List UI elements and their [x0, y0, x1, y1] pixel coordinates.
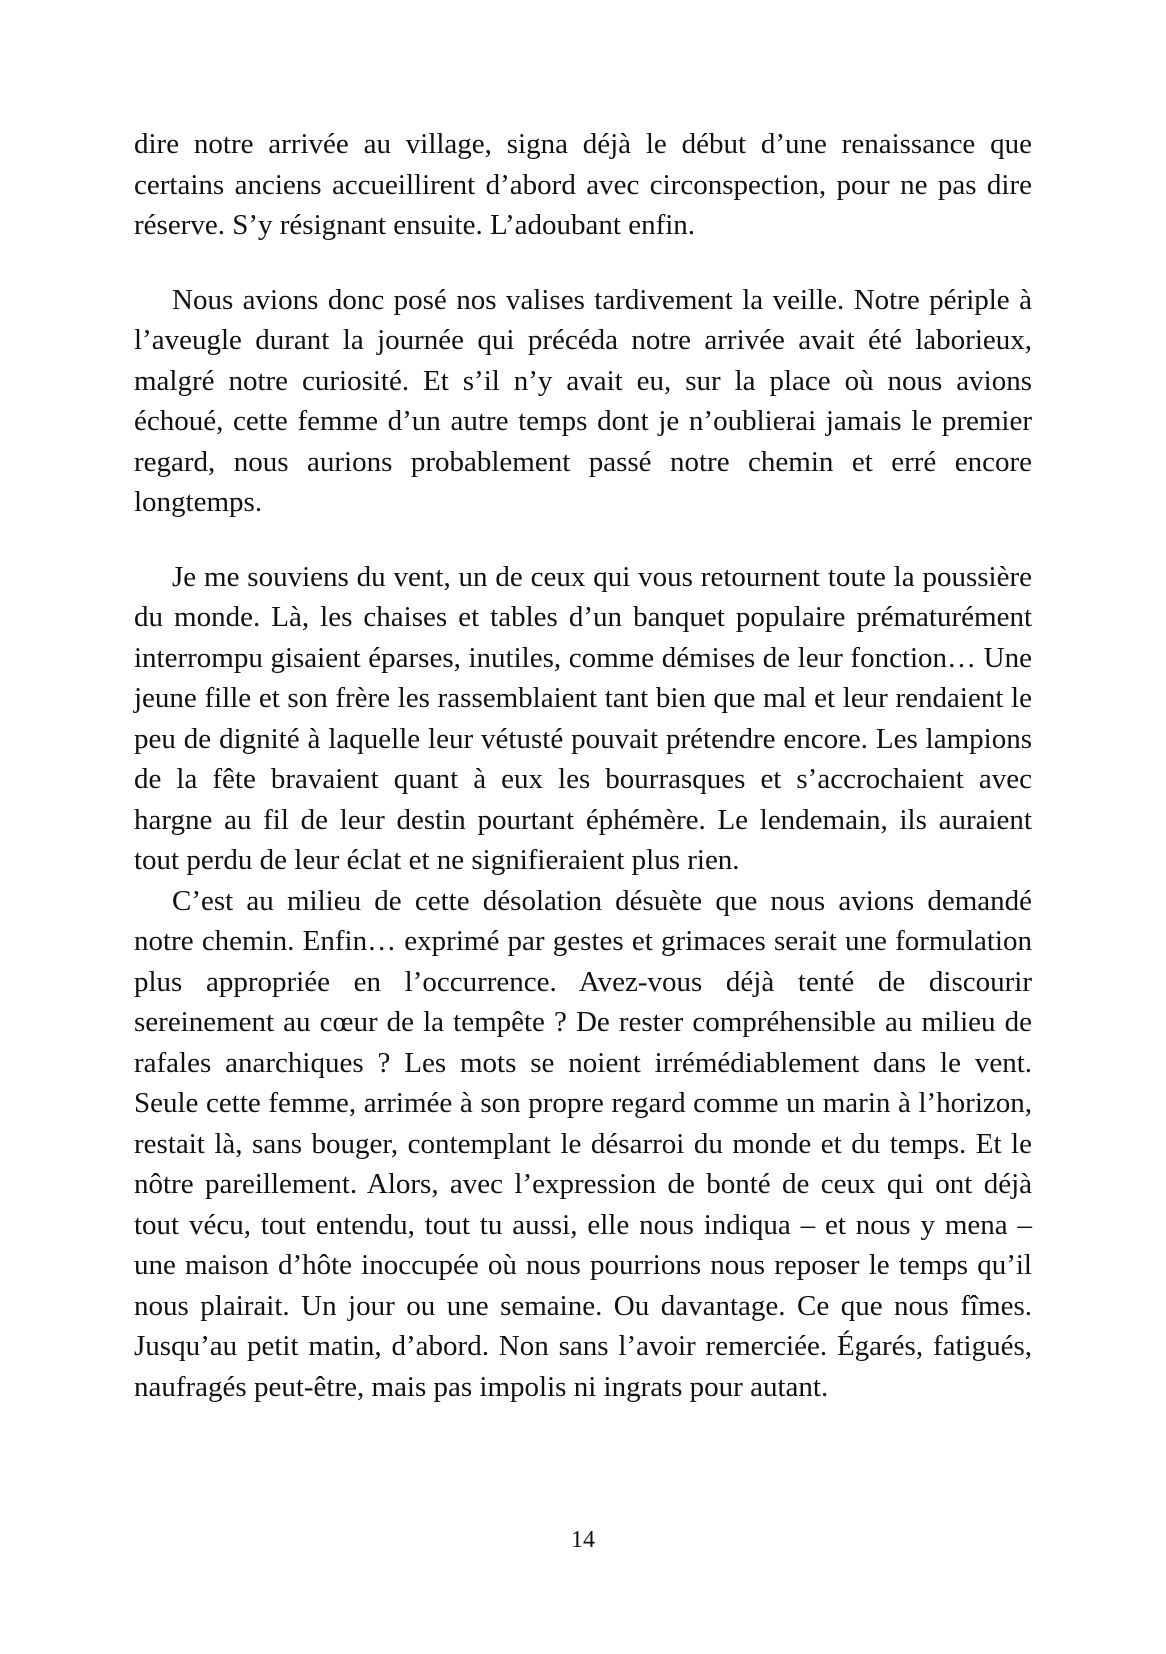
paragraph-1: dire notre arrivée au village, signa déjà le début d’une renaissance que certains anciens accueillirent d’abord avec circonspection, pour ne pas dire réserve. S’y résignant ensuite. L’adoubant enfin. [134, 128, 1032, 241]
paragraph-3: Je me souviens du vent, un de ceux qui vous retournent toute la poussière du monde. Là, les chaises et tables d’un banquet populaire prématurément interrompu gisaient éparses, inutiles, comme démises de leur fonction… Une jeune fille et son frère les rassemblaient tant bien que mal et leur rendaient le peu de dignité à laquelle leur vétusté pouvait prétendre encore. Les lampions de la fête bravaient quant à eux les bourrasques et s’accrochaient avec hargne au fil de leur destin pourtant éphémère. Le lendemain, ils auraient tout perdu de leur éclat et ne signifieraient plus rien. [134, 560, 1032, 876]
paragraph-4: C’est au milieu de cette désolation désuète que nous avions demandé notre chemin. Enfin… exprimé par gestes et grimaces serait une formulation plus appropriée en l’occurrence. Avez-vous déjà tenté de discourir sereinement au cœur de la tempête ? De rester compréhensible au milieu de rafales anarchiques ? Les mots se noient irrémédiablement dans le vent. Seule cette femme, arrimée à son propre regard comme un marin à l’horizon, restait là, sans bouger, contemplant le désarroi du monde et du temps. Et le nôtre pareillement. Alors, avec l’expression de bonté de ceux qui ont déjà tout vécu, tout entendu, tout tu aussi, elle nous indiqua – et nous y mena – une maison d’hôte inoccupée où nous pourrions nous reposer le temps qu’il nous plairait. Un jour ou une semaine. Ou davantage. Ce que nous fîmes. Jusqu’au petit matin, d’abord. Non sans l’avoir remerciée. Égarés, fatigués, naufragés peut-être, mais pas impolis ni ingrats pour autant. [134, 884, 1032, 1403]
page-number: 14 [571, 1527, 595, 1553]
body-text [134, 124, 1032, 1407]
paragraph-2: Nous avions donc posé nos valises tardivement la veille. Notre périple à l’aveugle durant la journée qui précéda notre arrivée avait été laborieux, malgré notre curiosité. Et s’il n’y avait eu, sur la place où nous avions échoué, cette femme d’un autre temps dont je n’oublierai jamais le premier regard, nous aurions probablement passé notre chemin et erré encore longtemps. [134, 283, 1032, 518]
